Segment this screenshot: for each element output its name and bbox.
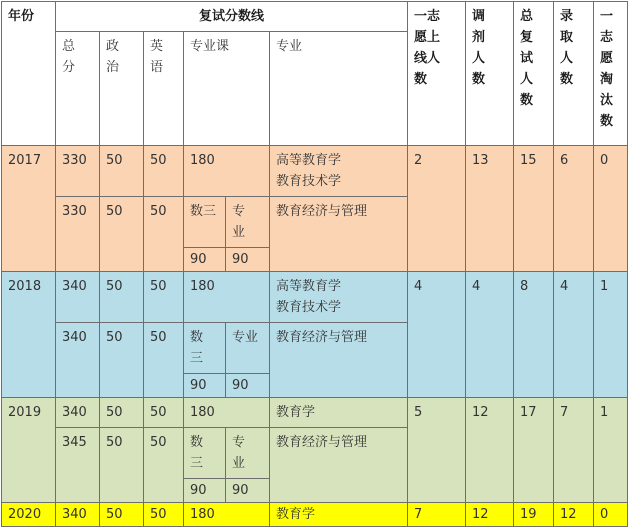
adjust-cell: 12 — [466, 503, 514, 527]
year-cell-2017: 2017 — [2, 146, 56, 272]
header-first-choice-out-text: 一志愿淘汰数 — [600, 9, 614, 129]
table-row-2019-a — [2, 398, 628, 428]
retest-score-table-wrap — [1, 1, 628, 527]
major-cell: 教育经济与管理 — [270, 197, 408, 272]
politics-cell: 50 — [100, 272, 144, 323]
politics-cell: 50 — [100, 503, 144, 527]
politics-cell: 50 — [100, 398, 144, 428]
total-cell: 340 — [56, 503, 100, 527]
politics-cell: 50 — [100, 197, 144, 272]
header-year: 年份 — [2, 2, 56, 146]
major-cell: 教育学 — [270, 503, 408, 527]
english-cell: 50 — [144, 428, 184, 503]
header-major: 专业 — [270, 32, 408, 146]
major-cell: 教育经济与管理 — [270, 323, 408, 398]
header-adjust — [466, 2, 514, 146]
adjust-cell: 13 — [466, 146, 514, 272]
adjust-cell: 12 — [466, 398, 514, 503]
english-cell: 50 — [144, 323, 184, 398]
header-row-1 — [2, 2, 628, 32]
header-admitted — [554, 2, 594, 146]
header-total-retest-text: 总复试人数 — [520, 9, 534, 108]
subject-score-cell: 90 — [184, 479, 226, 503]
out-cell: 1 — [594, 272, 628, 398]
table-row-2020 — [2, 503, 628, 527]
retest-score-table — [1, 1, 628, 527]
total-retest-cell: 19 — [514, 503, 554, 527]
total-cell: 330 — [56, 146, 100, 197]
header-group-retest-score-line: 复试分数线 — [56, 2, 408, 32]
total-retest-cell: 8 — [514, 272, 554, 398]
first-choice-line-cell: 4 — [408, 272, 466, 398]
course-cell: 180 — [184, 146, 270, 197]
major-line: 教育技术学 — [276, 174, 342, 189]
total-cell: 340 — [56, 398, 100, 428]
header-total-text: 总分 — [62, 39, 76, 75]
header-total-retest — [514, 2, 554, 146]
subject-score-cell: 90 — [226, 374, 270, 398]
course-cell: 180 — [184, 398, 270, 428]
politics-cell: 50 — [100, 428, 144, 503]
total-cell: 340 — [56, 272, 100, 323]
total-cell: 345 — [56, 428, 100, 503]
admitted-cell: 6 — [554, 146, 594, 272]
politics-cell: 50 — [100, 146, 144, 197]
header-first-choice-line — [408, 2, 466, 146]
major-line: 教育技术学 — [276, 300, 342, 315]
major-line: 高等教育学 — [276, 153, 342, 168]
header-english — [144, 32, 184, 146]
english-cell: 50 — [144, 197, 184, 272]
out-cell: 1 — [594, 398, 628, 503]
subject-cell — [184, 428, 226, 479]
english-cell: 50 — [144, 146, 184, 197]
year-cell-2018: 2018 — [2, 272, 56, 398]
header-first-choice-out — [594, 2, 628, 146]
header-politics — [100, 32, 144, 146]
header-english-text: 英语 — [150, 39, 164, 75]
major-line: 高等教育学 — [276, 279, 342, 294]
header-major-course: 专业课 — [184, 32, 270, 146]
course-cell: 180 — [184, 503, 270, 527]
subject-cell: 数三 — [184, 197, 226, 248]
header-adjust-text: 调剂人数 — [472, 9, 486, 87]
subject-text: 专业 — [232, 435, 246, 471]
adjust-cell: 4 — [466, 272, 514, 398]
admitted-cell: 12 — [554, 503, 594, 527]
table-row-2018-a — [2, 272, 628, 323]
first-choice-line-cell: 5 — [408, 398, 466, 503]
header-total — [56, 32, 100, 146]
total-retest-cell: 17 — [514, 398, 554, 503]
subject-cell — [184, 323, 226, 374]
english-cell: 50 — [144, 272, 184, 323]
header-admitted-text: 录取人数 — [560, 9, 574, 87]
subject-text: 专业 — [232, 204, 246, 240]
politics-cell: 50 — [100, 323, 144, 398]
course-cell: 180 — [184, 272, 270, 323]
major-cell: 教育经济与管理 — [270, 428, 408, 503]
major-cell: 教育学 — [270, 398, 408, 428]
table-row-2017-a — [2, 146, 628, 197]
subject-score-cell: 90 — [184, 248, 226, 272]
major-cell — [270, 272, 408, 323]
out-cell: 0 — [594, 146, 628, 272]
english-cell: 50 — [144, 503, 184, 527]
subject-cell — [226, 197, 270, 248]
english-cell: 50 — [144, 398, 184, 428]
major-cell — [270, 146, 408, 197]
year-cell-2019: 2019 — [2, 398, 56, 503]
total-cell: 330 — [56, 197, 100, 272]
header-first-choice-line-text: 一志愿上线人数 — [414, 9, 441, 87]
first-choice-line-cell: 7 — [408, 503, 466, 527]
subject-text: 数三 — [190, 435, 204, 471]
subject-text: 数三 — [190, 330, 204, 366]
subject-score-cell: 90 — [226, 479, 270, 503]
subject-score-cell: 90 — [226, 248, 270, 272]
admitted-cell: 4 — [554, 272, 594, 398]
total-retest-cell: 15 — [514, 146, 554, 272]
subject-cell — [226, 428, 270, 479]
total-cell: 340 — [56, 323, 100, 398]
header-politics-text: 政治 — [106, 39, 120, 75]
first-choice-line-cell: 2 — [408, 146, 466, 272]
admitted-cell: 7 — [554, 398, 594, 503]
subject-score-cell: 90 — [184, 374, 226, 398]
year-cell-2020: 2020 — [2, 503, 56, 527]
subject-cell: 专业 — [226, 323, 270, 374]
out-cell: 0 — [594, 503, 628, 527]
